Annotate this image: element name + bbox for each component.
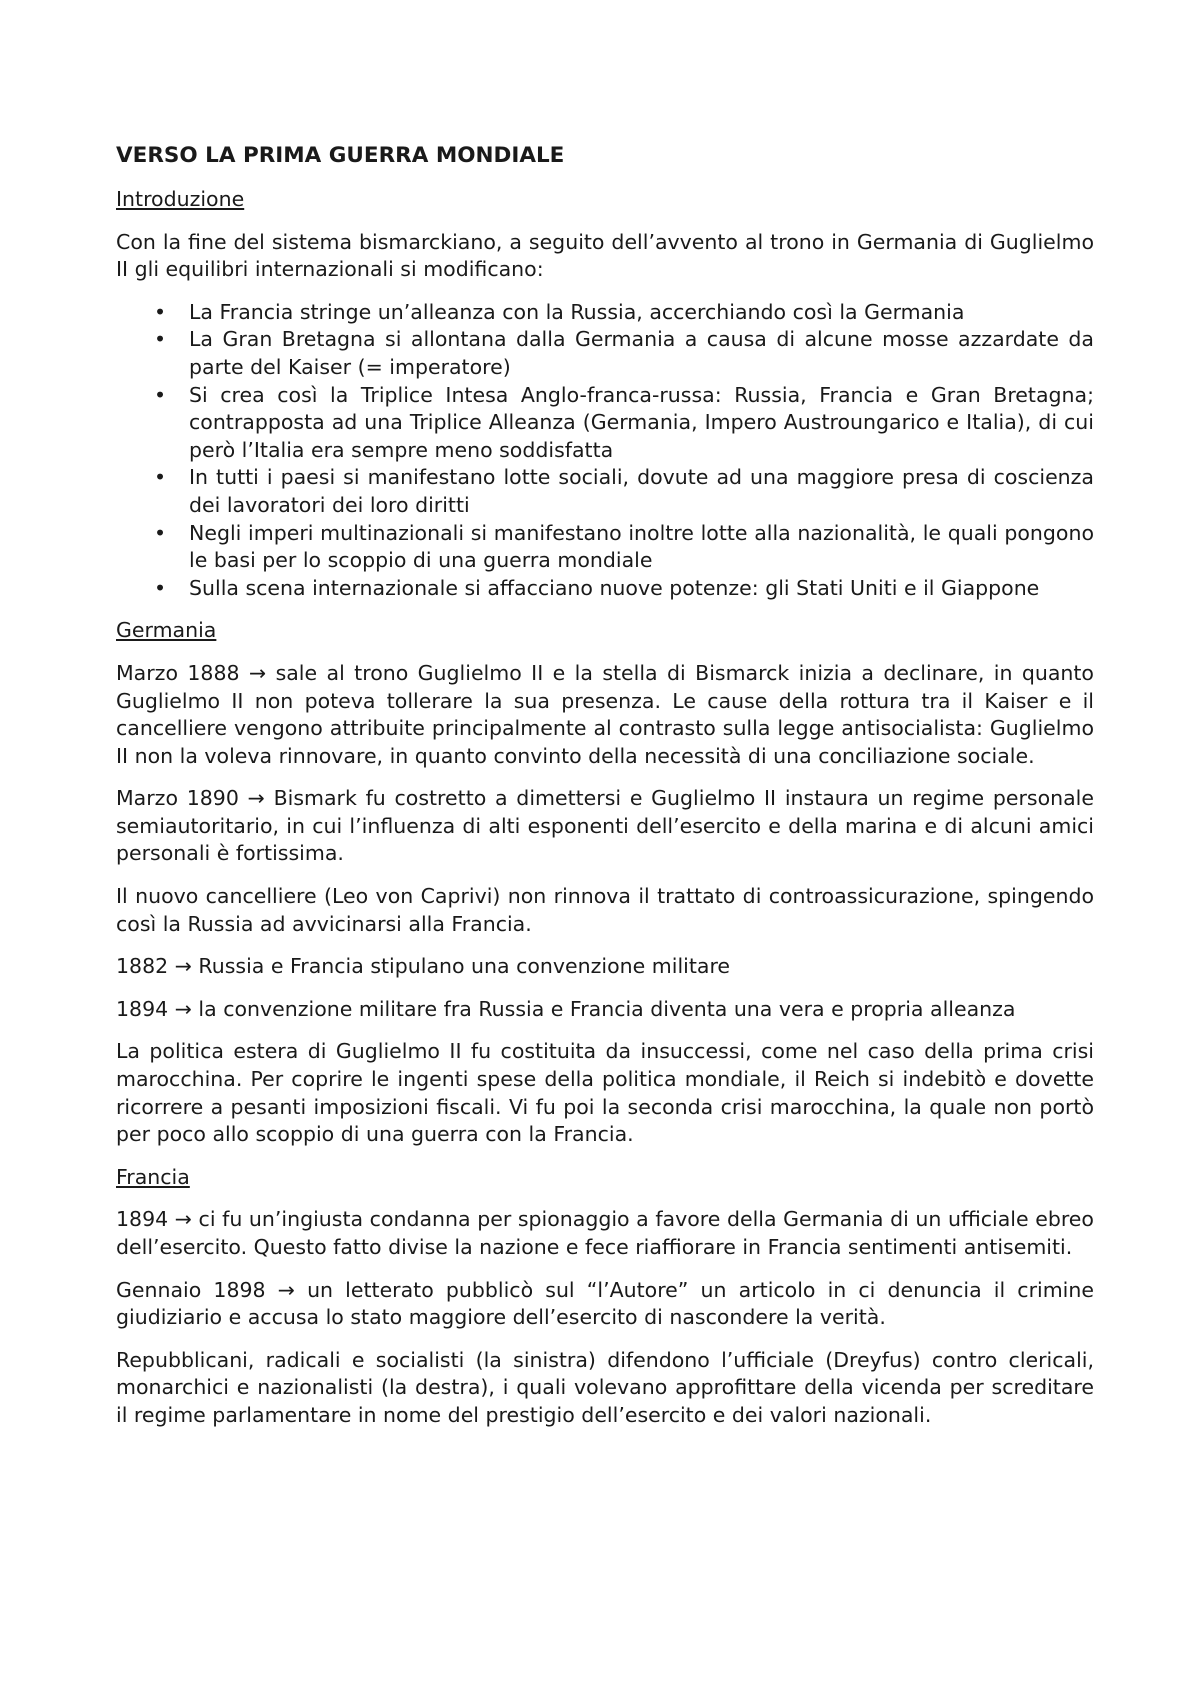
paragraph-text: sale al trono Guglielmo II e la stella di Bismarck inizia a declinare, in quanto Guglielmo II non poteva tollerare la sua presenza. Le cause della rottura tra il Kaiser e il cancelliere vengono attribuite principalmente al contrasto sulla legge antisocialista: Guglielmo II non la voleva rinnovare, in quanto convinto della necessità di una conciliazione sociale. [116,660,1094,768]
list-item [116,464,1094,519]
section-heading-introduzione: Introduzione [116,187,245,211]
arrow-right-icon: → [247,786,265,811]
francia-paragraph-3: Repubblicani, radicali e socialisti (la sinistra) difendono l’ufficiale (Dreyfus) contro clericali, monarchici e nazionalisti (la destra), i quali volevano approfittare della vicenda per screditare il regime parlamentare in nome del prestigio dell’esercito e dei valori nazionali. [116,1347,1094,1427]
arrow-right-icon: → [248,660,267,685]
germania-paragraph-5 [116,996,1094,1024]
paragraph-text: Bismark fu costretto a dimettersi e Guglielmo II instaura un regime personale semiautoritario, in cui l’influenza di alti esponenti dell’esercito e della marina e di alcuni amici personali è fortissima. [116,786,1094,866]
list-item-text: La Gran Bretagna si allontana dalla Germania a causa di alcune mosse azzardate da parte del Kaiser (= imperatore) [189,327,1094,379]
bullet-icon: • [154,299,167,324]
arrow-right-icon: → [277,1277,295,1302]
bullet-icon: • [154,465,167,490]
intro-paragraph: Con la fine del sistema bismarckiano, a seguito dell’avvento al trono in Germania di Guglielmo II gli equilibri internazionali si modificano: [116,229,1094,282]
bullet-icon: • [154,520,167,545]
list-item-text: In tutti i paesi si manifestano lotte sociali, dovute ad una maggiore presa di coscienza dei lavoratori dei loro diritti [189,465,1094,517]
section-heading-francia: Francia [116,1164,190,1189]
arrow-right-icon: → [174,996,192,1021]
germania-paragraph-1 [116,660,1094,770]
list-item-text: Si crea così la Triplice Intesa Anglo-franca-russa: Russia, Francia e Gran Bretagna; contrapposta ad una Triplice Alleanza (Germania, Impero Austroungarico e Italia), di cui però l’Italia era sempre meno soddisfatta [189,382,1094,462]
germania-paragraph-6: La politica estera di Guglielmo II fu costituita da insuccessi, come nel caso della prima crisi marocchina. Per coprire le ingenti spese della politica mondiale, il Reich si indebitò e dovette ricorrere a pesanti imposizioni fiscali. Vi fu poi la seconda crisi marocchina, la quale non portò per poco allo scoppio di una guerra con la Francia. [116,1039,1094,1147]
list-item-text: La Francia stringe un’alleanza con la Russia, accerchiando così la Germania [189,299,965,324]
germania-paragraph-3: Il nuovo cancelliere (Leo von Caprivi) non rinnova il trattato di controassicurazione, spingendo così la Russia ad avvicinarsi alla Francia. [116,884,1094,936]
francia-paragraph-1 [116,1206,1094,1261]
bullet-icon: • [154,327,167,352]
paragraph-text: un letterato pubblicò sul “l’Autore” un articolo in ci denuncia il crimine giudiziario e accusa lo stato maggiore dell’esercito di nascondere la verità. [116,1277,1094,1330]
document-title: VERSO LA PRIMA GUERRA MONDIALE [116,143,565,168]
paragraph-text: Russia e Francia stipulano una convenzione militare [198,954,731,979]
date-label: 1894 [116,1207,169,1232]
date-label: 1894 [116,996,169,1021]
list-item [116,299,1094,327]
arrow-right-icon: → [174,1207,192,1232]
list-item-text: Negli imperi multinazionali si manifestano inoltre lotte alla nazionalità, le quali pongono le basi per lo scoppio di una guerra mondiale [189,520,1094,573]
date-label: Gennaio 1898 [116,1277,266,1302]
date-label: Marzo 1888 [116,660,240,685]
section-heading-germania: Germania [116,618,217,643]
list-item-text: Sulla scena internazionale si affacciano nuove potenze: gli Stati Uniti e il Giappone [189,575,1040,600]
arrow-right-icon: → [174,954,192,979]
bullet-icon: • [154,382,167,407]
paragraph-text: la convenzione militare fra Russia e Francia diventa una vera e propria alleanza [198,996,1016,1021]
date-label: Marzo 1890 [116,786,239,811]
list-item [116,520,1094,575]
germania-paragraph-2 [116,785,1094,868]
bullet-icon: • [154,575,167,600]
paragraph-text: ci fu un’ingiusta condanna per spionaggio a favore della Germania di un ufficiale ebreo dell’esercito. Questo fatto divise la nazione e fece riaffiorare in Francia sentimenti antisemiti. [116,1207,1094,1259]
germania-paragraph-4 [116,953,1094,981]
list-item [116,326,1094,381]
intro-bullet-list [116,299,1094,603]
list-item [116,575,1094,603]
date-label: 1882 [116,954,169,979]
list-item [116,382,1094,465]
francia-paragraph-2 [116,1277,1094,1332]
document-page [116,142,1094,1445]
